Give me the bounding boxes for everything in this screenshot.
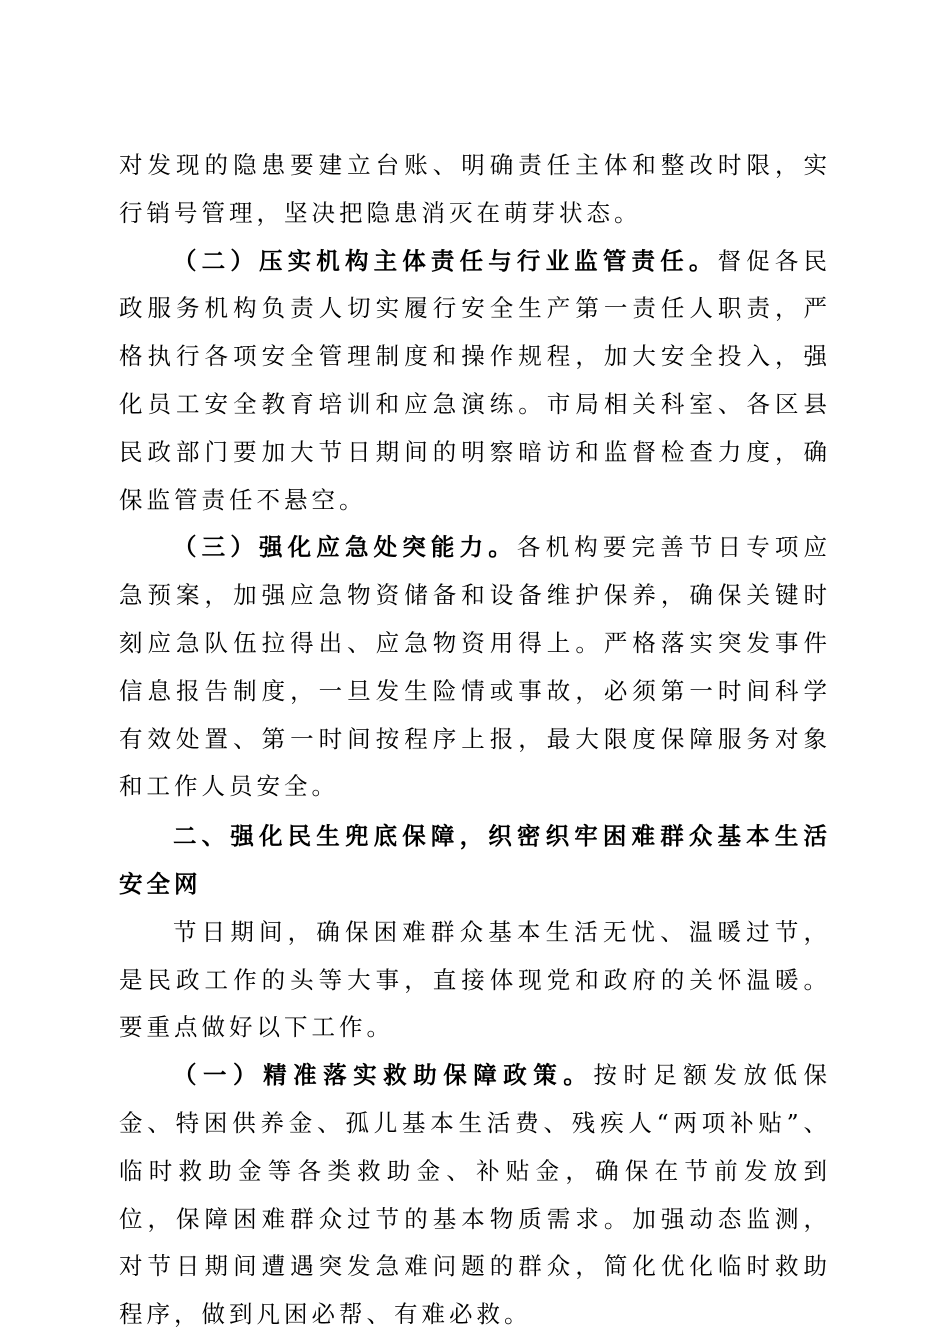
document-page: [119, 142, 831, 1339]
paragraph-hazard-management: [119, 142, 831, 238]
paragraph-text: 各机构要完善节日专项应急预案，加强应急物资储备和设备维护保养，确保关键时刻应急队伍拉得出、应急物资用得上。严格落实突发事件信息报告制度，一旦发生险情或事故，必须第一时间科学有效处置、第一时间按程序上报，最大限度保障服务对象和工作人员安全。: [119, 533, 832, 801]
paragraph-text: 督促各民政服务机构负责人切实履行安全生产第一责任人职责，严格执行各项安全管理制度和操作规程，加大安全投入，强化员工安全教育培训和应急演练。市局相关科室、各区县民政部门要加大节日期间的明察暗访和监督检查力度，确保监管责任不悬空。: [119, 246, 832, 514]
paragraph-lead: （一）精准落实救助保障政策。: [173, 1061, 594, 1090]
paragraph-text: 对发现的隐患要建立台账、明确责任主体和整改时限，实行销号管理，坚决把隐患消灭在萌芽状态。: [119, 151, 831, 227]
paragraph-emergency: [119, 524, 831, 811]
paragraph-lead: （三）强化应急处突能力。: [173, 533, 517, 562]
paragraph-lead: （二）压实机构主体责任与行业监管责任。: [173, 246, 718, 275]
section-intro: 节日期间，确保困难群众基本生活无忧、温暖过节，是民政工作的头等大事，直接体现党和政府的关怀温暖。要重点做好以下工作。: [119, 917, 831, 1042]
paragraph-text: 按时足额发放低保金、特困供养金、孤儿基本生活费、残疾人“两项补贴”、临时救助金等各类救助金、补贴金，确保在节前发放到位，保障困难群众过节的基本物质需求。加强动态监测，对节日期间遭遇突发急难问题的群众，简化优化临时救助程序，做到凡困必帮、有难必救。: [119, 1061, 832, 1329]
paragraph-responsibility: [119, 238, 831, 525]
section-heading: 二、强化民生兜底保障，织密织牢困难群众基本生活安全网: [119, 822, 831, 898]
paragraph-assistance-policy: [119, 1052, 831, 1339]
